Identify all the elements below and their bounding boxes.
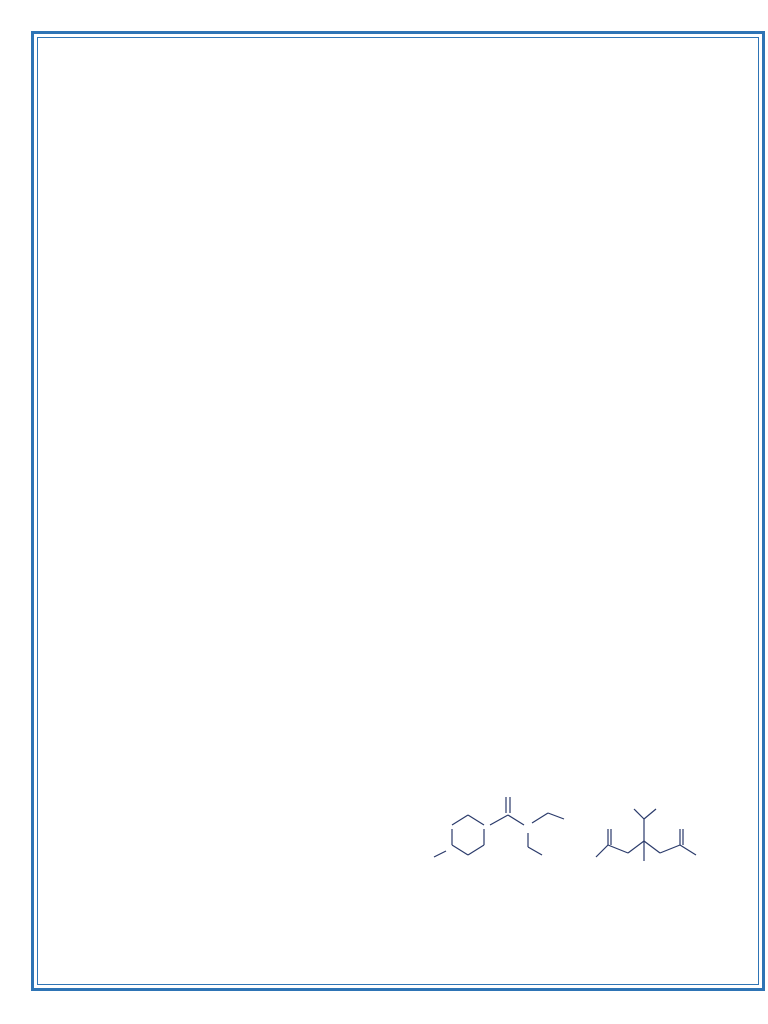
chemical-structure (428, 777, 728, 887)
